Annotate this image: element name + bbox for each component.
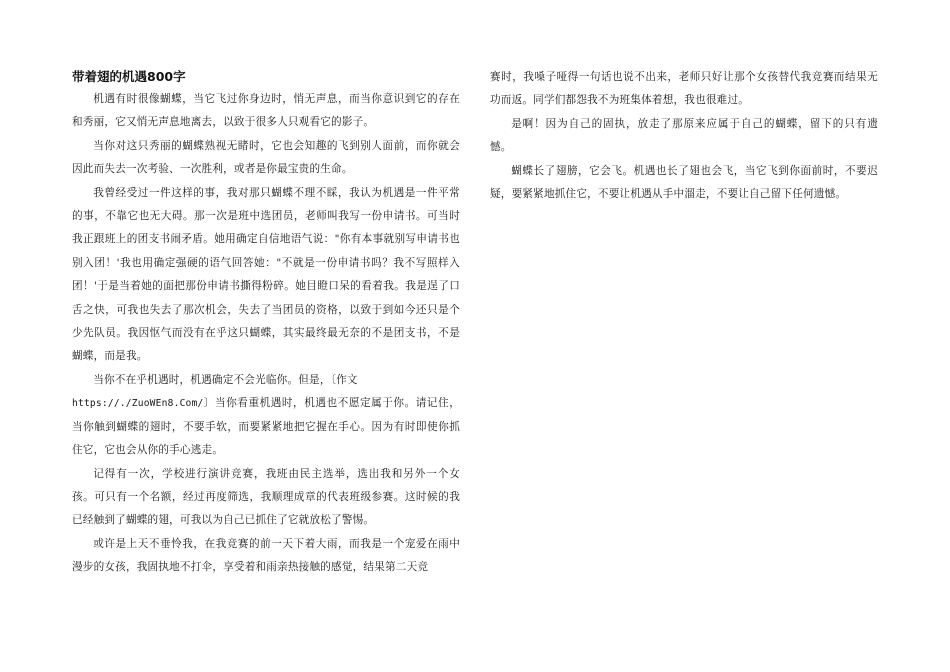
paragraph-7: 是啊！因为自己的固执，放走了那原来应属于自己的蝴蝶，留下的只有遗憾。	[490, 117, 878, 154]
paragraph-4-rest: 〕当你看重机遇时，机遇也不愿定属于你。请记住，当你触到蝴蝶的翅时，不要手软，而要紧紧地把它握在手心。因为有时即使你抓住它，它也会从你的手心逃走。	[72, 397, 460, 457]
left-column	[72, 66, 460, 580]
paragraph-6: 或许是上天不垂怜我，在我竞赛的前一天下着大雨，而我是一个宠爱在雨中漫步的女孩，我固执地不打伞，享受着和雨亲热接触的感觉，结果第二天竞	[72, 537, 460, 574]
paragraph-4	[72, 369, 460, 463]
paragraph-6-continued: 赛时，我嗓子哑得一句话也说不出来，老师只好让那个女孩替代我竞赛而结果无功而返。同学们都怨我不为班集体着想，我也很难过。	[490, 71, 878, 107]
source-url-text: https://./ZuoWEn8.Com/	[72, 398, 204, 410]
paragraph-1: 机遇有时很像蝴蝶，当它飞过你身边时，悄无声息，而当你意识到它的存在和秀丽，它又悄无声息地离去，以致于很多人只观看它的影子。	[72, 93, 460, 129]
paragraph-2: 当你对这只秀丽的蝴蝶熟视无睹时，它也会知趣的飞到别人面前，而你就会因此而失去一次考验、一次胜利，或者是你最宝贵的生命。	[72, 139, 460, 176]
paragraph-8: 蝴蝶长了翅膀，它会飞。机遇也长了翅也会飞，当它飞到你面前时，不要迟疑，要紧紧地抓住它，不要让机遇从手中溜走，不要让自己留下任何遗憾。	[490, 164, 878, 201]
paragraph-5: 记得有一次，学校进行演讲竞赛，我班由民主选举，选出我和另外一个女孩。可只有一个名额，经过再度筛选，我顺理成章的代表班级参赛。这时候的我已经触到了蝴蝶的翅，可我以为自己已抓住了它就放松了警惕。	[72, 467, 460, 527]
paragraph-3: 我曾经受过一件这样的事，我对那只蝴蝶不理不睬，我认为机遇是一件平常的事，不靠它也无大碍。那一次是班中选团员，老师叫我写一份申请书。可当时我正跟班上的团支书闹矛盾。她用确定自信地语气说："你有本事就别写申请书也别入团！'我也用确定强硬的语气回答她："不就是一份申请书吗？我不写照样入团！'于是当着她的面把那份申请书撕得粉碎。她目瞪口呆的看着我。我是逞了口舌之快，可我也失去了那次机会，失去了当团员的资格，以致于到如今还只是个少先队员。我因怄气而没有在乎这只蝴蝶，其实最终最无奈的不是团支书，不是蝴蝶，而是我。	[72, 186, 460, 363]
right-column	[490, 66, 878, 206]
paragraph-4-lead: 当你不在乎机遇时，机遇确定不会光临你。但是，〔作文	[93, 373, 358, 386]
essay-title: 带着翅的机遇800字	[72, 69, 186, 84]
